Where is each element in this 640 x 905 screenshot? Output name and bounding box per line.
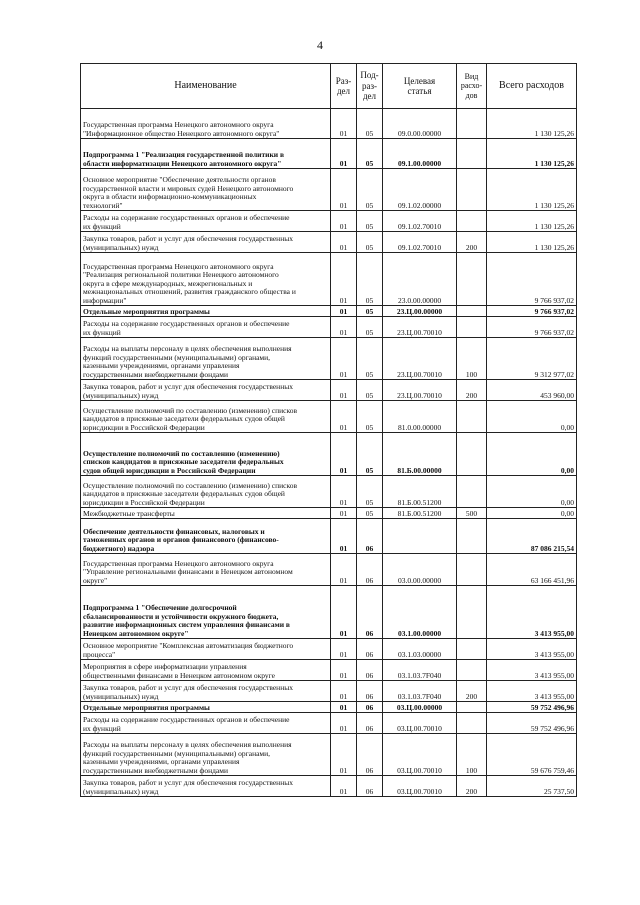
row-vid: [457, 660, 487, 681]
table-header-row: [81, 64, 577, 109]
row-razdel: 01: [331, 776, 357, 797]
row-total: 1 130 125,26: [487, 139, 577, 169]
row-razdel: 01: [331, 211, 357, 232]
table-row: [81, 713, 577, 734]
row-vid: 200: [457, 681, 487, 702]
table-row: [81, 232, 577, 253]
row-vid: 200: [457, 776, 487, 797]
row-razdel: 01: [331, 401, 357, 433]
row-podrazdel: 06: [357, 681, 383, 702]
row-podrazdel: 06: [357, 713, 383, 734]
row-vid: 200: [457, 380, 487, 401]
row-razdel: 01: [331, 586, 357, 639]
row-name: Осуществление полномочий по составлению (изменению) списков кандидатов в присяжные заседатели федеральных судов общей юрисдикции в Российской Федерации: [81, 401, 331, 433]
row-podrazdel: 06: [357, 586, 383, 639]
row-name: Закупка товаров, работ и услуг для обеспечения государственных (муниципальных) нужд: [81, 380, 331, 401]
table-row: [81, 139, 577, 169]
row-vid: [457, 109, 487, 139]
table-row: [81, 639, 577, 660]
row-name: Обеспечение деятельности финансовых, налоговых и таможенных органов и органов финансового (финансово- бюджетного) надзора: [81, 519, 331, 554]
row-name: Государственная программа Ненецкого автономного округа "Реализация региональной политики Ненецкого автономного округа в сфере международных, межрегиональных и межнациональных отношений, развития гражданского общества и информации": [81, 253, 331, 306]
row-total: 1 130 125,26: [487, 109, 577, 139]
row-target: 03.Ц.00.70010: [383, 734, 457, 776]
row-target: 81.0.00.00000: [383, 401, 457, 433]
row-vid: 200: [457, 232, 487, 253]
row-name: Закупка товаров, работ и услуг для обеспечения государственных (муниципальных) нужд: [81, 776, 331, 797]
row-name: Основное мероприятие "Обеспечение деятельности органов государственной власти и мировых судей Ненецкого автономного округа в области информационно-коммуникационных технологий": [81, 169, 331, 211]
row-total: 59 752 496,96: [487, 713, 577, 734]
row-razdel: 01: [331, 639, 357, 660]
row-vid: [457, 713, 487, 734]
row-podrazdel: 05: [357, 232, 383, 253]
header-vid: Вид расхо- дов: [457, 64, 487, 109]
row-razdel: 01: [331, 433, 357, 476]
row-target: 03.1.03.7F040: [383, 660, 457, 681]
row-razdel: 01: [331, 253, 357, 306]
row-vid: [457, 433, 487, 476]
row-vid: [457, 519, 487, 554]
row-target: 03.Ц.00.70010: [383, 713, 457, 734]
row-target: [383, 519, 457, 554]
row-target: 09.0.00.00000: [383, 109, 457, 139]
row-total: 3 413 955,00: [487, 660, 577, 681]
row-podrazdel: 06: [357, 554, 383, 586]
row-total: 3 413 955,00: [487, 586, 577, 639]
table-row: [81, 508, 577, 519]
row-total: 9 766 937,02: [487, 253, 577, 306]
row-podrazdel: 06: [357, 660, 383, 681]
row-total: 63 166 451,96: [487, 554, 577, 586]
row-vid: 100: [457, 734, 487, 776]
row-total: 9 766 937,02: [487, 317, 577, 338]
row-total: 0,00: [487, 476, 577, 508]
row-podrazdel: 05: [357, 338, 383, 380]
row-total: 3 413 955,00: [487, 639, 577, 660]
row-podrazdel: 05: [357, 508, 383, 519]
row-vid: [457, 586, 487, 639]
row-target: 81.Б.00.51200: [383, 476, 457, 508]
table-row: [81, 380, 577, 401]
row-vid: [457, 401, 487, 433]
row-total: 0,00: [487, 401, 577, 433]
row-total: 453 960,00: [487, 380, 577, 401]
row-podrazdel: 05: [357, 306, 383, 317]
row-name: Расходы на содержание государственных органов и обеспечение их функций: [81, 713, 331, 734]
row-target: 23.0.00.00000: [383, 253, 457, 306]
row-podrazdel: 05: [357, 211, 383, 232]
row-target: 03.Ц.00.70010: [383, 776, 457, 797]
budget-table: [80, 63, 577, 797]
row-razdel: 01: [331, 476, 357, 508]
row-vid: [457, 702, 487, 713]
row-razdel: 01: [331, 734, 357, 776]
row-podrazdel: 05: [357, 317, 383, 338]
row-total: 9 766 937,02: [487, 306, 577, 317]
row-total: 1 130 125,26: [487, 169, 577, 211]
table-row: [81, 433, 577, 476]
row-vid: [457, 476, 487, 508]
row-target: 03.0.00.00000: [383, 554, 457, 586]
table-row: [81, 253, 577, 306]
row-target: 03.Ц.00.00000: [383, 702, 457, 713]
header-razdel: Раз- дел: [331, 64, 357, 109]
row-razdel: 01: [331, 139, 357, 169]
row-name: Осуществление полномочий по составлению (изменению) списков кандидатов в присяжные заседатели федеральных судов общей юрисдикции в Российской Федерации: [81, 433, 331, 476]
row-podrazdel: 06: [357, 776, 383, 797]
row-name: Государственная программа Ненецкого автономного округа "Информационное общество Ненецкого автономного округа": [81, 109, 331, 139]
row-target: 09.1.00.00000: [383, 139, 457, 169]
row-target: 23.Ц.00.70010: [383, 380, 457, 401]
table-row: [81, 660, 577, 681]
row-total: 59 676 759,46: [487, 734, 577, 776]
table-row: [81, 317, 577, 338]
row-vid: [457, 554, 487, 586]
row-podrazdel: 06: [357, 702, 383, 713]
row-target: 03.1.03.00000: [383, 639, 457, 660]
row-podrazdel: 05: [357, 139, 383, 169]
row-total: 3 413 955,00: [487, 681, 577, 702]
row-target: 09.1.02.00000: [383, 169, 457, 211]
row-razdel: 01: [331, 681, 357, 702]
row-total: 9 312 977,02: [487, 338, 577, 380]
table-row: [81, 519, 577, 554]
row-razdel: 01: [331, 317, 357, 338]
row-podrazdel: 05: [357, 253, 383, 306]
row-name: Мероприятия в сфере информатизации управления общественными финансами в Ненецком автономном округе: [81, 660, 331, 681]
table-row: [81, 734, 577, 776]
row-vid: [457, 211, 487, 232]
table-row: [81, 306, 577, 317]
row-name: Расходы на выплаты персоналу в целях обеспечения выполнения функций государственными (муниципальными) органами, казенными учреждениями, органами управления государственными внебюджетными фондами: [81, 734, 331, 776]
row-vid: [457, 317, 487, 338]
row-name: Расходы на содержание государственных органов и обеспечение их функций: [81, 211, 331, 232]
table-row: [81, 776, 577, 797]
row-razdel: 01: [331, 554, 357, 586]
row-name: Подпрограмма 1 "Реализация государственной политики в области информатизации Ненецкого автономного округа": [81, 139, 331, 169]
row-razdel: 01: [331, 169, 357, 211]
row-target: 81.Б.00.51200: [383, 508, 457, 519]
header-name: Наименование: [81, 64, 331, 109]
header-podrazdel: Под- раз- дел: [357, 64, 383, 109]
row-target: 09.1.02.70010: [383, 211, 457, 232]
row-podrazdel: 05: [357, 380, 383, 401]
table-row: [81, 401, 577, 433]
table-row: [81, 554, 577, 586]
table-row: [81, 109, 577, 139]
row-total: 87 086 215,54: [487, 519, 577, 554]
row-podrazdel: 05: [357, 433, 383, 476]
row-podrazdel: 06: [357, 639, 383, 660]
row-target: 03.1.00.00000: [383, 586, 457, 639]
row-razdel: 01: [331, 519, 357, 554]
header-target: Целевая статья: [383, 64, 457, 109]
row-total: 25 737,50: [487, 776, 577, 797]
row-name: Отдельные мероприятия программы: [81, 306, 331, 317]
row-name: Расходы на выплаты персоналу в целях обеспечения выполнения функций государственными (муниципальными) органами, казенными учреждениями, органами управления государственными внебюджетными фондами: [81, 338, 331, 380]
table-row: [81, 586, 577, 639]
row-target: 03.1.03.7F040: [383, 681, 457, 702]
table-row: [81, 169, 577, 211]
table-row: [81, 476, 577, 508]
page-number: 4: [317, 38, 323, 52]
row-total: 0,00: [487, 433, 577, 476]
row-name: Закупка товаров, работ и услуг для обеспечения государственных (муниципальных) нужд: [81, 232, 331, 253]
row-total: 0,00: [487, 508, 577, 519]
row-target: 81.Б.00.00000: [383, 433, 457, 476]
row-podrazdel: 05: [357, 401, 383, 433]
row-vid: [457, 306, 487, 317]
row-target: 23.Ц.00.00000: [383, 306, 457, 317]
table-row: [81, 681, 577, 702]
row-razdel: 01: [331, 713, 357, 734]
row-podrazdel: 06: [357, 734, 383, 776]
row-razdel: 01: [331, 660, 357, 681]
row-total: 59 752 496,96: [487, 702, 577, 713]
row-podrazdel: 05: [357, 476, 383, 508]
table-row: [81, 211, 577, 232]
row-podrazdel: 06: [357, 519, 383, 554]
header-total: Всего расходов: [487, 64, 577, 109]
row-razdel: 01: [331, 338, 357, 380]
row-razdel: 01: [331, 508, 357, 519]
row-total: 1 130 125,26: [487, 211, 577, 232]
row-name: Отдельные мероприятия программы: [81, 702, 331, 713]
row-vid: [457, 639, 487, 660]
row-podrazdel: 05: [357, 109, 383, 139]
row-vid: 500: [457, 508, 487, 519]
row-vid: [457, 169, 487, 211]
row-name: Основное мероприятие "Комплексная автоматизация бюджетного процесса": [81, 639, 331, 660]
row-vid: 100: [457, 338, 487, 380]
row-vid: [457, 253, 487, 306]
table-body: [81, 109, 577, 797]
table-row: [81, 338, 577, 380]
row-name: Межбюджетные трансферты: [81, 508, 331, 519]
table-row: [81, 702, 577, 713]
row-total: 1 130 125,26: [487, 232, 577, 253]
row-razdel: 01: [331, 109, 357, 139]
row-target: 09.1.02.70010: [383, 232, 457, 253]
row-razdel: 01: [331, 232, 357, 253]
row-razdel: 01: [331, 702, 357, 713]
row-podrazdel: 05: [357, 169, 383, 211]
row-name: Государственная программа Ненецкого автономного округа "Управление региональными финансами в Ненецком автономном округе": [81, 554, 331, 586]
row-name: Подпрограмма 1 "Обеспечение долгосрочной сбалансированности и устойчивости окружного бюджета, развитие информационных систем управления финансами в Ненецком автономном округе": [81, 586, 331, 639]
row-razdel: 01: [331, 380, 357, 401]
row-name: Расходы на содержание государственных органов и обеспечение их функций: [81, 317, 331, 338]
row-name: Осуществление полномочий по составлению (изменению) списков кандидатов в присяжные заседатели федеральных судов общей юрисдикции в Российской Федерации: [81, 476, 331, 508]
row-razdel: 01: [331, 306, 357, 317]
row-target: 23.Ц.00.70010: [383, 317, 457, 338]
row-target: 23.Ц.00.70010: [383, 338, 457, 380]
row-vid: [457, 139, 487, 169]
row-name: Закупка товаров, работ и услуг для обеспечения государственных (муниципальных) нужд: [81, 681, 331, 702]
